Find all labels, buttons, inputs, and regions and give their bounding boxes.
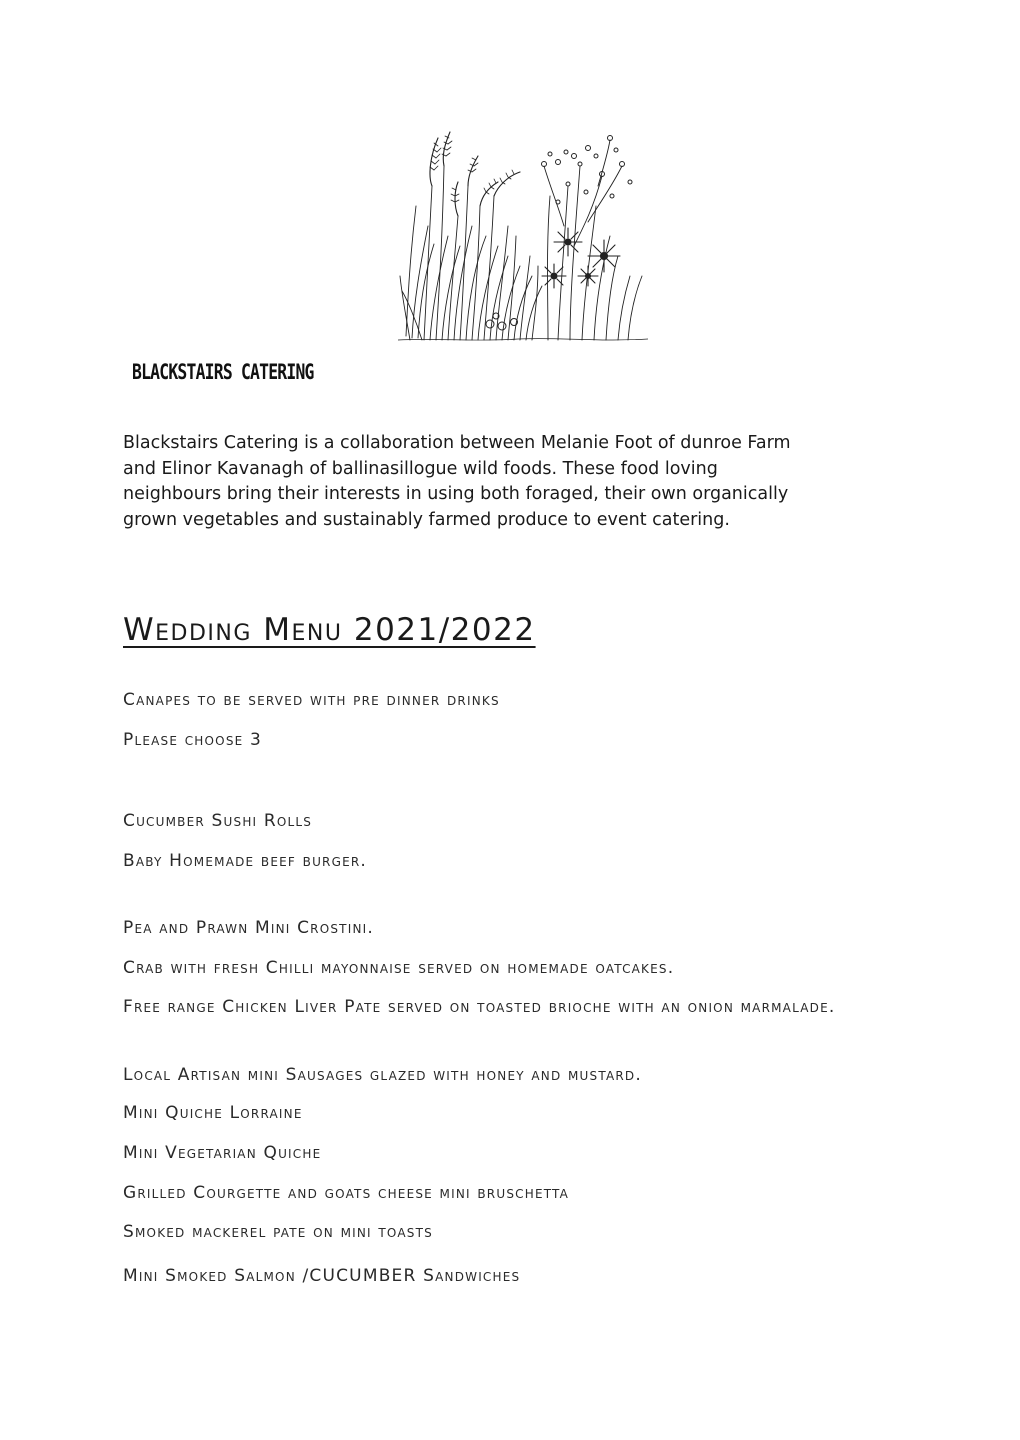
intro-line: and Elinor Kavanagh of ballinasillogue wild foods. These food loving	[123, 458, 718, 479]
menu-subtitle: Canapes to be served with pre dinner drinks	[123, 690, 500, 710]
brand-name: BLACKSTAIRS CATERING	[132, 360, 314, 384]
menu-item: Mini Vegetarian Quiche	[123, 1143, 322, 1163]
menu-item: Crab with fresh Chilli mayonnaise served on homemade oatcakes.	[123, 958, 675, 978]
intro-line: neighbours bring their interests in using both foraged, their own organically	[123, 484, 789, 504]
wildflower-meadow-illustration	[398, 126, 648, 352]
menu-title: Wedding Menu 2021/2022	[123, 612, 536, 648]
menu-item: Mini Quiche Lorraine	[123, 1103, 303, 1123]
menu-item: Pea and Prawn Mini Crostini.	[123, 918, 374, 938]
menu-item: Grilled Courgette and goats cheese mini bruschetta	[123, 1183, 570, 1203]
intro-line: Blackstairs Catering is a collaboration between Melanie Foot of dunroe Farm	[123, 433, 791, 453]
menu-item: Mini Smoked Salmon /CUCUMBER Sandwiches	[123, 1266, 521, 1286]
menu-item: Smoked mackerel pate on mini toasts	[123, 1222, 433, 1242]
menu-item: Baby Homemade beef burger.	[123, 851, 368, 871]
menu-instruction: Please choose 3	[123, 730, 263, 750]
intro-paragraph	[123, 431, 903, 533]
menu-item: Free range Chicken Liver Pate served on toasted brioche with an onion marmalade.	[123, 997, 836, 1017]
intro-line: grown vegetables and sustainably farmed produce to event catering.	[123, 509, 730, 530]
menu-item: Cucumber Sushi Rolls	[123, 811, 313, 831]
menu-item: Local Artisan mini Sausages glazed with honey and mustard.	[123, 1065, 642, 1085]
